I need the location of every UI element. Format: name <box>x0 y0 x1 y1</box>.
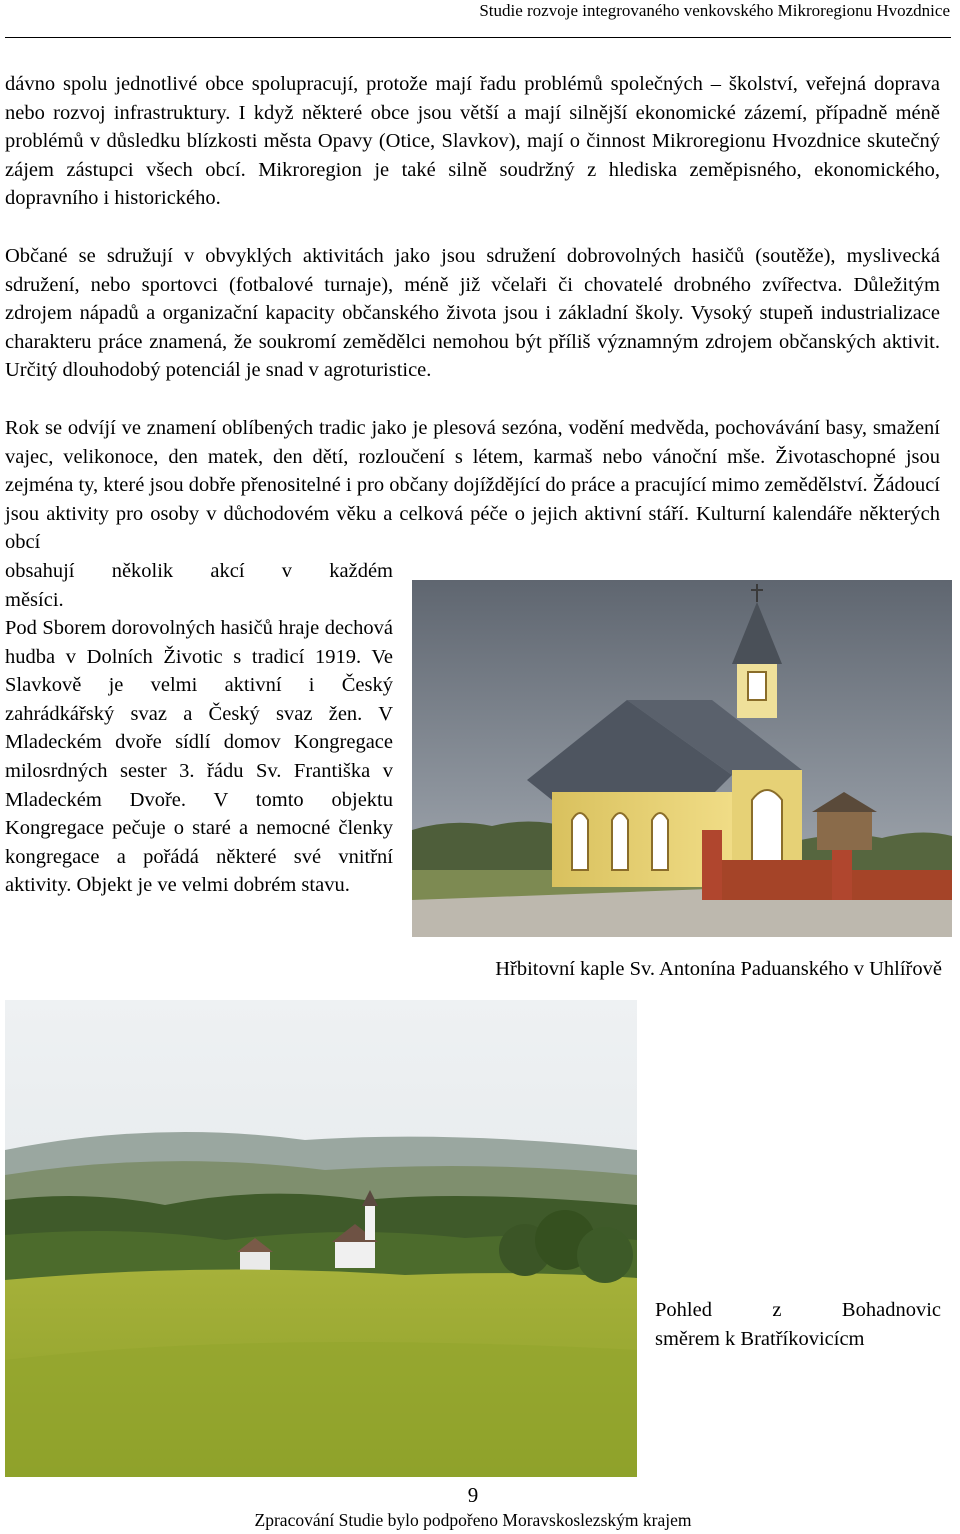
landscape-illustration <box>5 1000 637 1477</box>
chapel-illustration <box>412 580 952 937</box>
header-rule <box>5 37 951 38</box>
page-footer: Zpracování Studie bylo podpořeno Moravskoslezským krajem <box>254 1510 692 1530</box>
landscape-photo <box>5 1000 637 1477</box>
chapel-photo <box>412 580 952 937</box>
landscape-caption-line2: směrem k Bratříkovicícm <box>655 1327 865 1350</box>
paragraph-civic-activities: Občané se sdružují v obvyklých aktivitách jako jsou sdružení dobrovolných hasičů (soutěže), myslivecká sdružení, nebo sportovci (fotbalové turnaje), méně již včelaři či chovatelé drobného zvířectva. Důležitým zdrojem nápadů a organizační kapacity občanského života jsou i základní školy. Vysoký stupeň industrializace charakteru práce znamená, že soukromí zemědělci nemohou být příliš významným zdrojem občanských aktivit. Určitý dlouhodobý potenciál je snad v agroturistice. <box>5 245 940 382</box>
landscape-caption-line1: Pohled z Bohadnovic <box>655 1299 941 1321</box>
paragraph-cooperation: dávno spolu jednotlivé obce spolupracují, protože mají řadu problémů společných – školství, veřejná doprava nebo rozvoj infrastruktury. I když některé obce jsou větší a mají silnější ekonomické zázemí, případně méně problémů v důsledku blízkosti města Opavy (Otice, Slavkov), mají o činnost Mikroregionu Hvozdnice skutečný zájem zástupci všech obcí. Mikroregion je také silně soudržný z hlediska zeměpisného, ekonomického, dopravního i historického. <box>5 73 940 210</box>
chapel-caption: Hřbitovní kaple Sv. Antonína Paduanského v Uhlířově <box>495 958 942 980</box>
landscape-caption <box>655 1296 941 1353</box>
paragraph-traditions-tail-line: obsahují několik akcí v každém <box>5 560 393 582</box>
paragraph-firefighters: Pod Sborem dorovolných hasičů hraje dechová hudba v Dolních Životic s tradicí 1919. Ve Slavkově je velmi aktivní i Český zahrádkářský svaz a Český svaz žen. V Mladeckém dvoře sídlí domov Kongregace milosrdných sester 3. řádu Sv. Františka v Mladeckém Dvoře. V tomto objektu Kongregace pečuje o staré a nemocné členky kongregace a pořádá některé své vnitřní aktivity. Objekt je ve velmi dobrém stavu. <box>5 617 393 897</box>
running-header: Studie rozvoje integrovaného venkovského Mikroregionu Hvozdnice <box>479 1 950 20</box>
paragraph-traditions-tail-end: měsíci. <box>5 589 64 611</box>
page-number: 9 <box>467 1483 479 1507</box>
paragraph-traditions: Rok se odvíjí ve znamení oblíbených tradic jako je plesová sezóna, vodění medvěda, pochovávání basy, smažení vajec, velikonoce, den matek, den dětí, rozloučení s létem, karmaš nebo vánoční mše. Životaschopné jsou zejména ty, které jsou dobře přenositelné i pro občany dojíždějící do práce a pracující mimo zemědělství. Žádoucí jsou aktivity pro osoby v důchodovém věku a celková péče o jejich aktivní stáří. Kulturní kalendáře některých obcí <box>5 417 940 554</box>
